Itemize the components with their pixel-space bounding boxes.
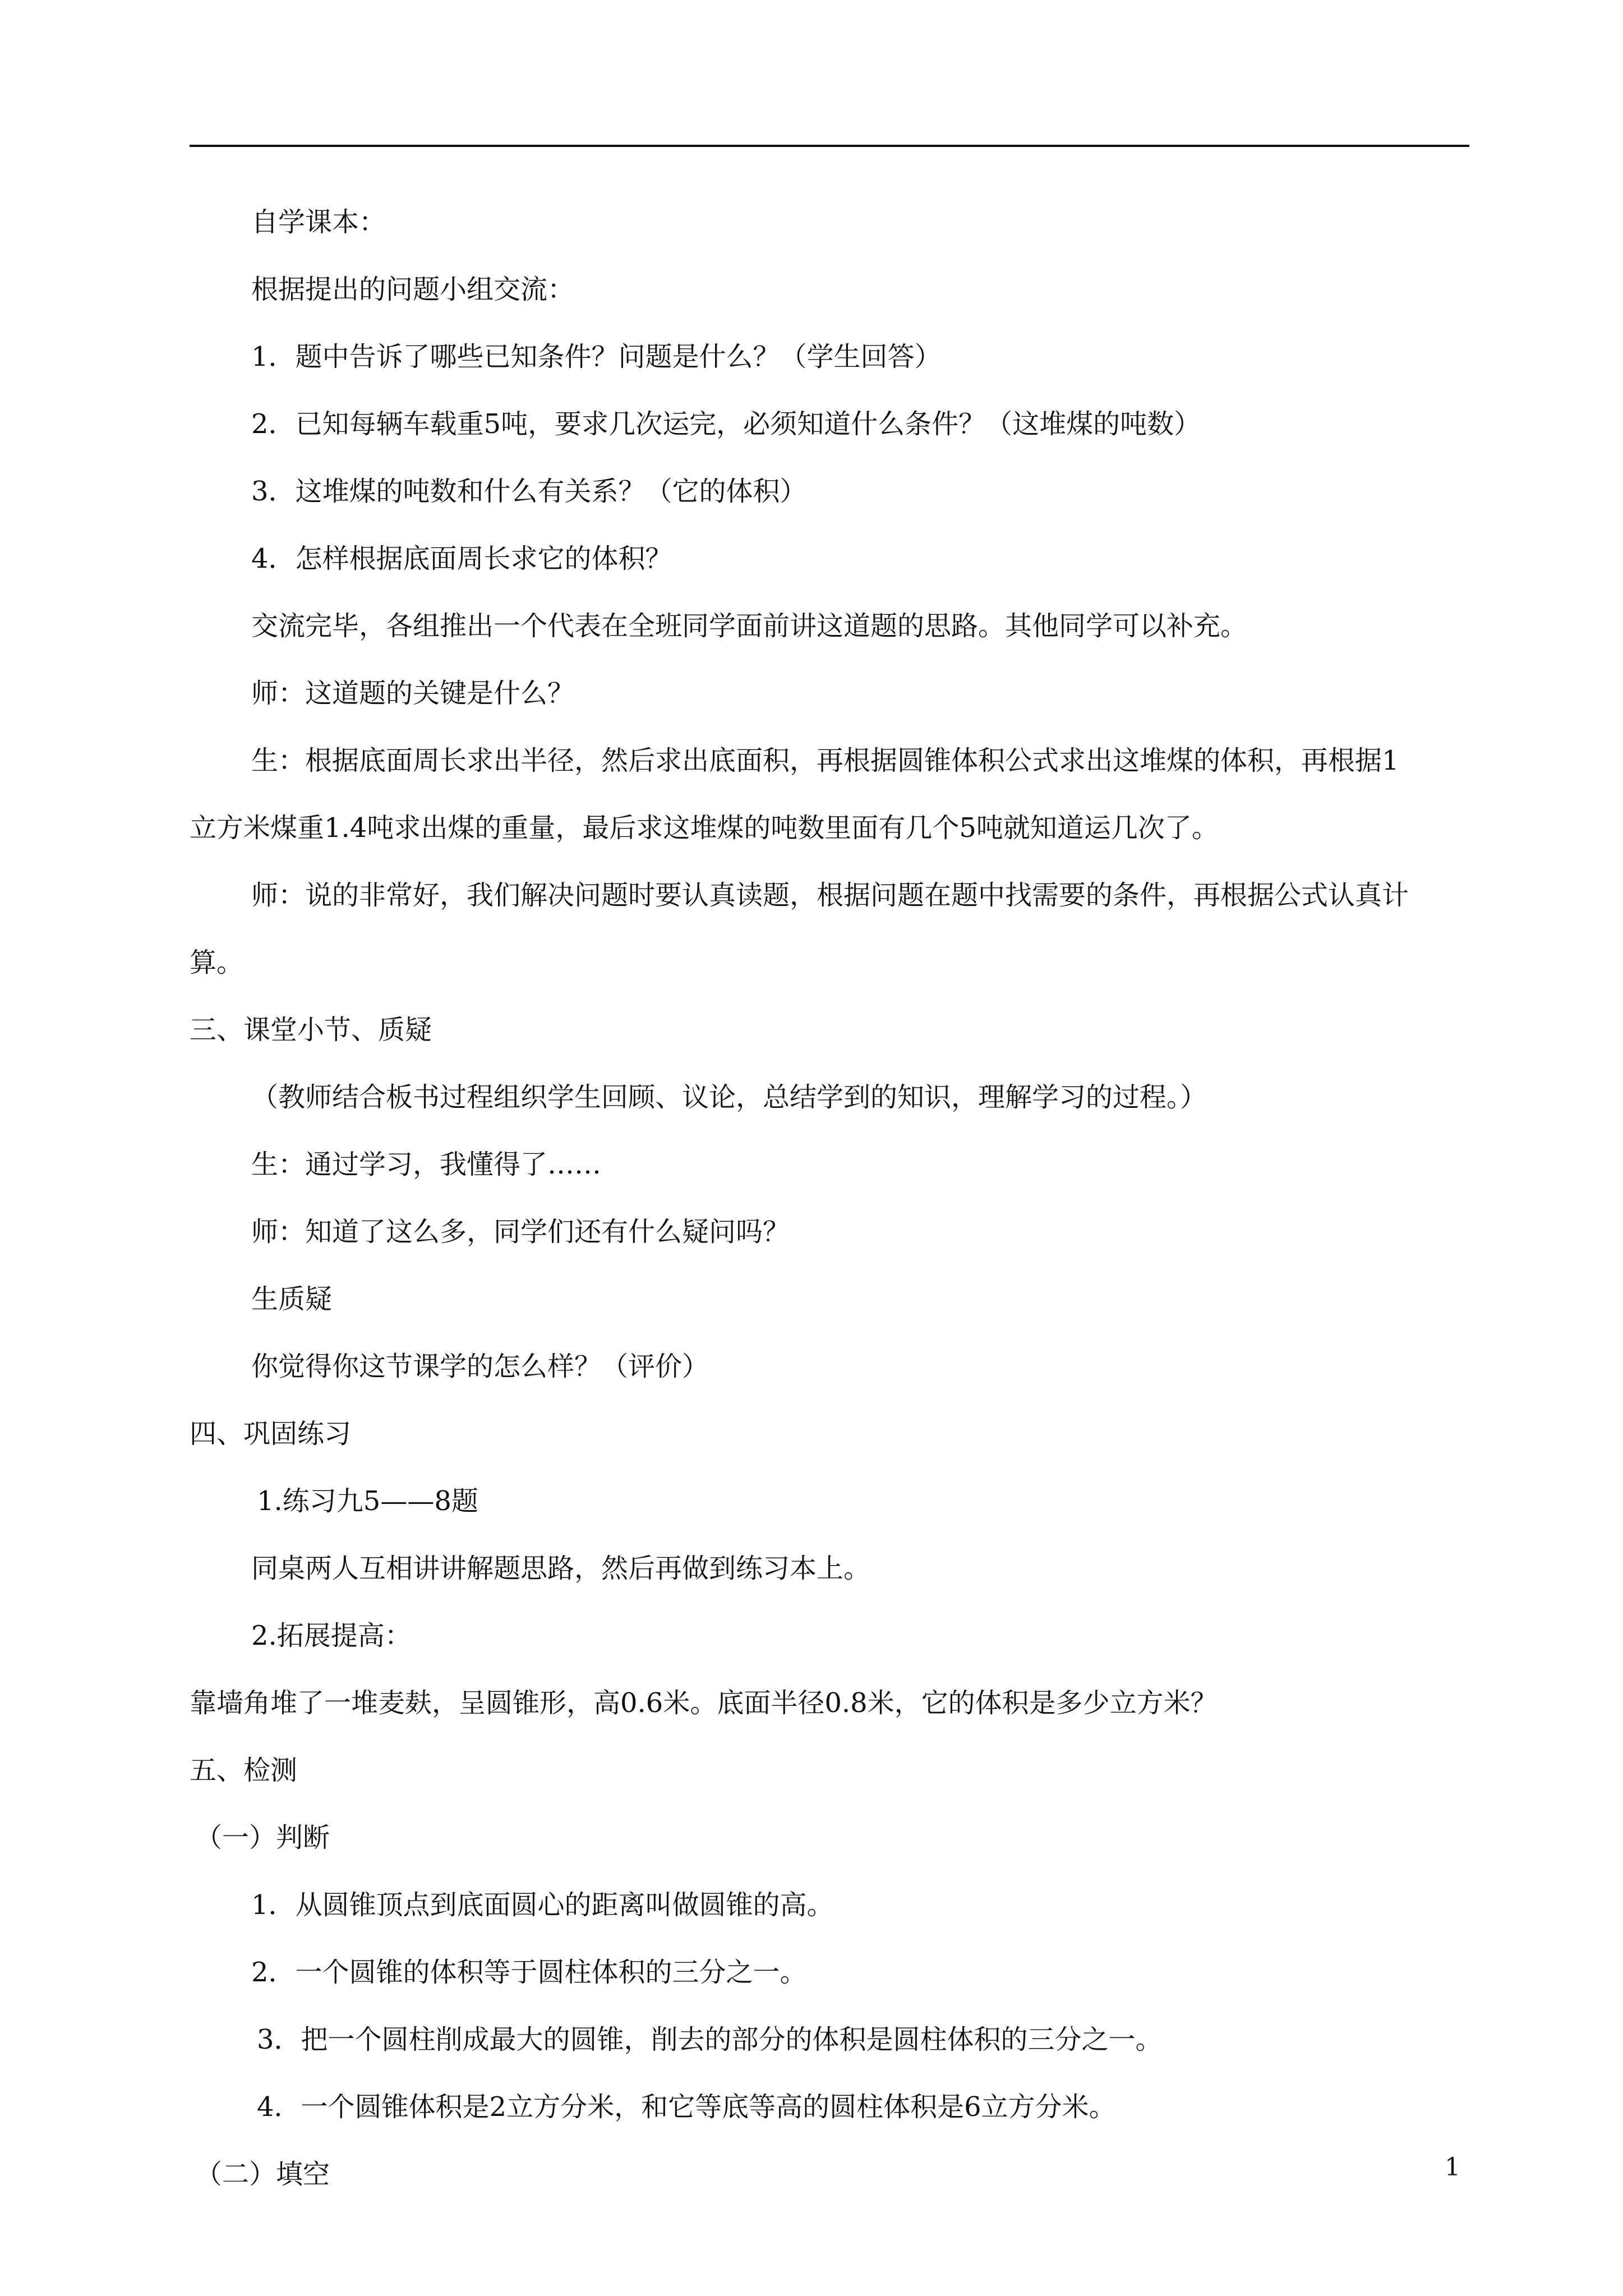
header-rule	[190, 145, 1469, 147]
list-item: 2．已知每辆车载重5吨，要求几次运完，必须知道什么条件？（这堆煤的吨数）	[251, 408, 1201, 440]
section-heading: 五、检测	[190, 1755, 298, 1786]
list-item: 2.拓展提高：	[251, 1620, 412, 1651]
list-item: 4．一个圆锥体积是2立方分米，和它等底等高的圆柱体积是6立方分米。	[257, 2091, 1116, 2123]
list-item: 2．一个圆锥的体积等于圆柱体积的三分之一。	[251, 1957, 807, 1988]
list-item: 4．怎样根据底面周长求它的体积？	[251, 543, 672, 574]
text-line: 根据提出的问题小组交流：	[251, 274, 575, 305]
text-line: 同桌两人互相讲讲解题思路，然后再做到练习本上。	[251, 1553, 871, 1584]
page-number: 1	[1445, 2153, 1460, 2182]
dialogue-line-continued: 算。	[190, 947, 244, 978]
dialogue-line: 师：这道题的关键是什么？	[251, 678, 575, 709]
list-item: 3．把一个圆柱削成最大的圆锥，削去的部分的体积是圆柱体积的三分之一。	[257, 2024, 1163, 2055]
dialogue-line-continued: 立方米煤重1.4吨求出煤的重量，最后求这堆煤的吨数里面有几个5吨就知道运几次了。	[190, 812, 1219, 844]
text-line: 靠墙角堆了一堆麦麸，呈圆锥形，高0.6米。底面半径0.8米，它的体积是多少立方米？	[190, 1687, 1218, 1719]
section-heading: 三、课堂小节、质疑	[190, 1014, 432, 1046]
section-heading: 四、巩固练习	[190, 1418, 352, 1450]
text-line: 你觉得你这节课学的怎么样？（评价）	[251, 1351, 709, 1382]
subsection-heading: （一）判断	[195, 1822, 330, 1853]
text-line: （教师结合板书过程组织学生回顾、议论，总结学到的知识，理解学习的过程。）	[251, 1082, 1207, 1113]
list-item: 1．从圆锥顶点到底面圆心的距离叫做圆锥的高。	[251, 1889, 834, 1921]
list-item: 1．题中告诉了哪些已知条件？问题是什么？（学生回答）	[251, 341, 942, 372]
dialogue-line: 生：通过学习，我懂得了……	[251, 1149, 602, 1180]
dialogue-line: 师：知道了这么多，同学们还有什么疑问吗？	[251, 1216, 790, 1248]
dialogue-line: 师：说的非常好，我们解决问题时要认真读题，根据问题在题中找需要的条件，再根据公式认真计	[251, 880, 1409, 911]
text-line: 生质疑	[251, 1283, 333, 1315]
dialogue-line: 生：根据底面周长求出半径，然后求出底面积，再根据圆锥体积公式求出这堆煤的体积，再根据1	[251, 745, 1399, 776]
list-item: 1.练习九5——8题	[257, 1485, 478, 1517]
text-line: 自学课本：	[251, 206, 386, 238]
subsection-heading: （二）填空	[195, 2159, 330, 2190]
text-line: 交流完毕，各组推出一个代表在全班同学面前讲这道题的思路。其他同学可以补充。	[251, 610, 1248, 642]
list-item: 3．这堆煤的吨数和什么有关系？（它的体积）	[251, 476, 807, 507]
document-body	[190, 203, 1469, 2223]
